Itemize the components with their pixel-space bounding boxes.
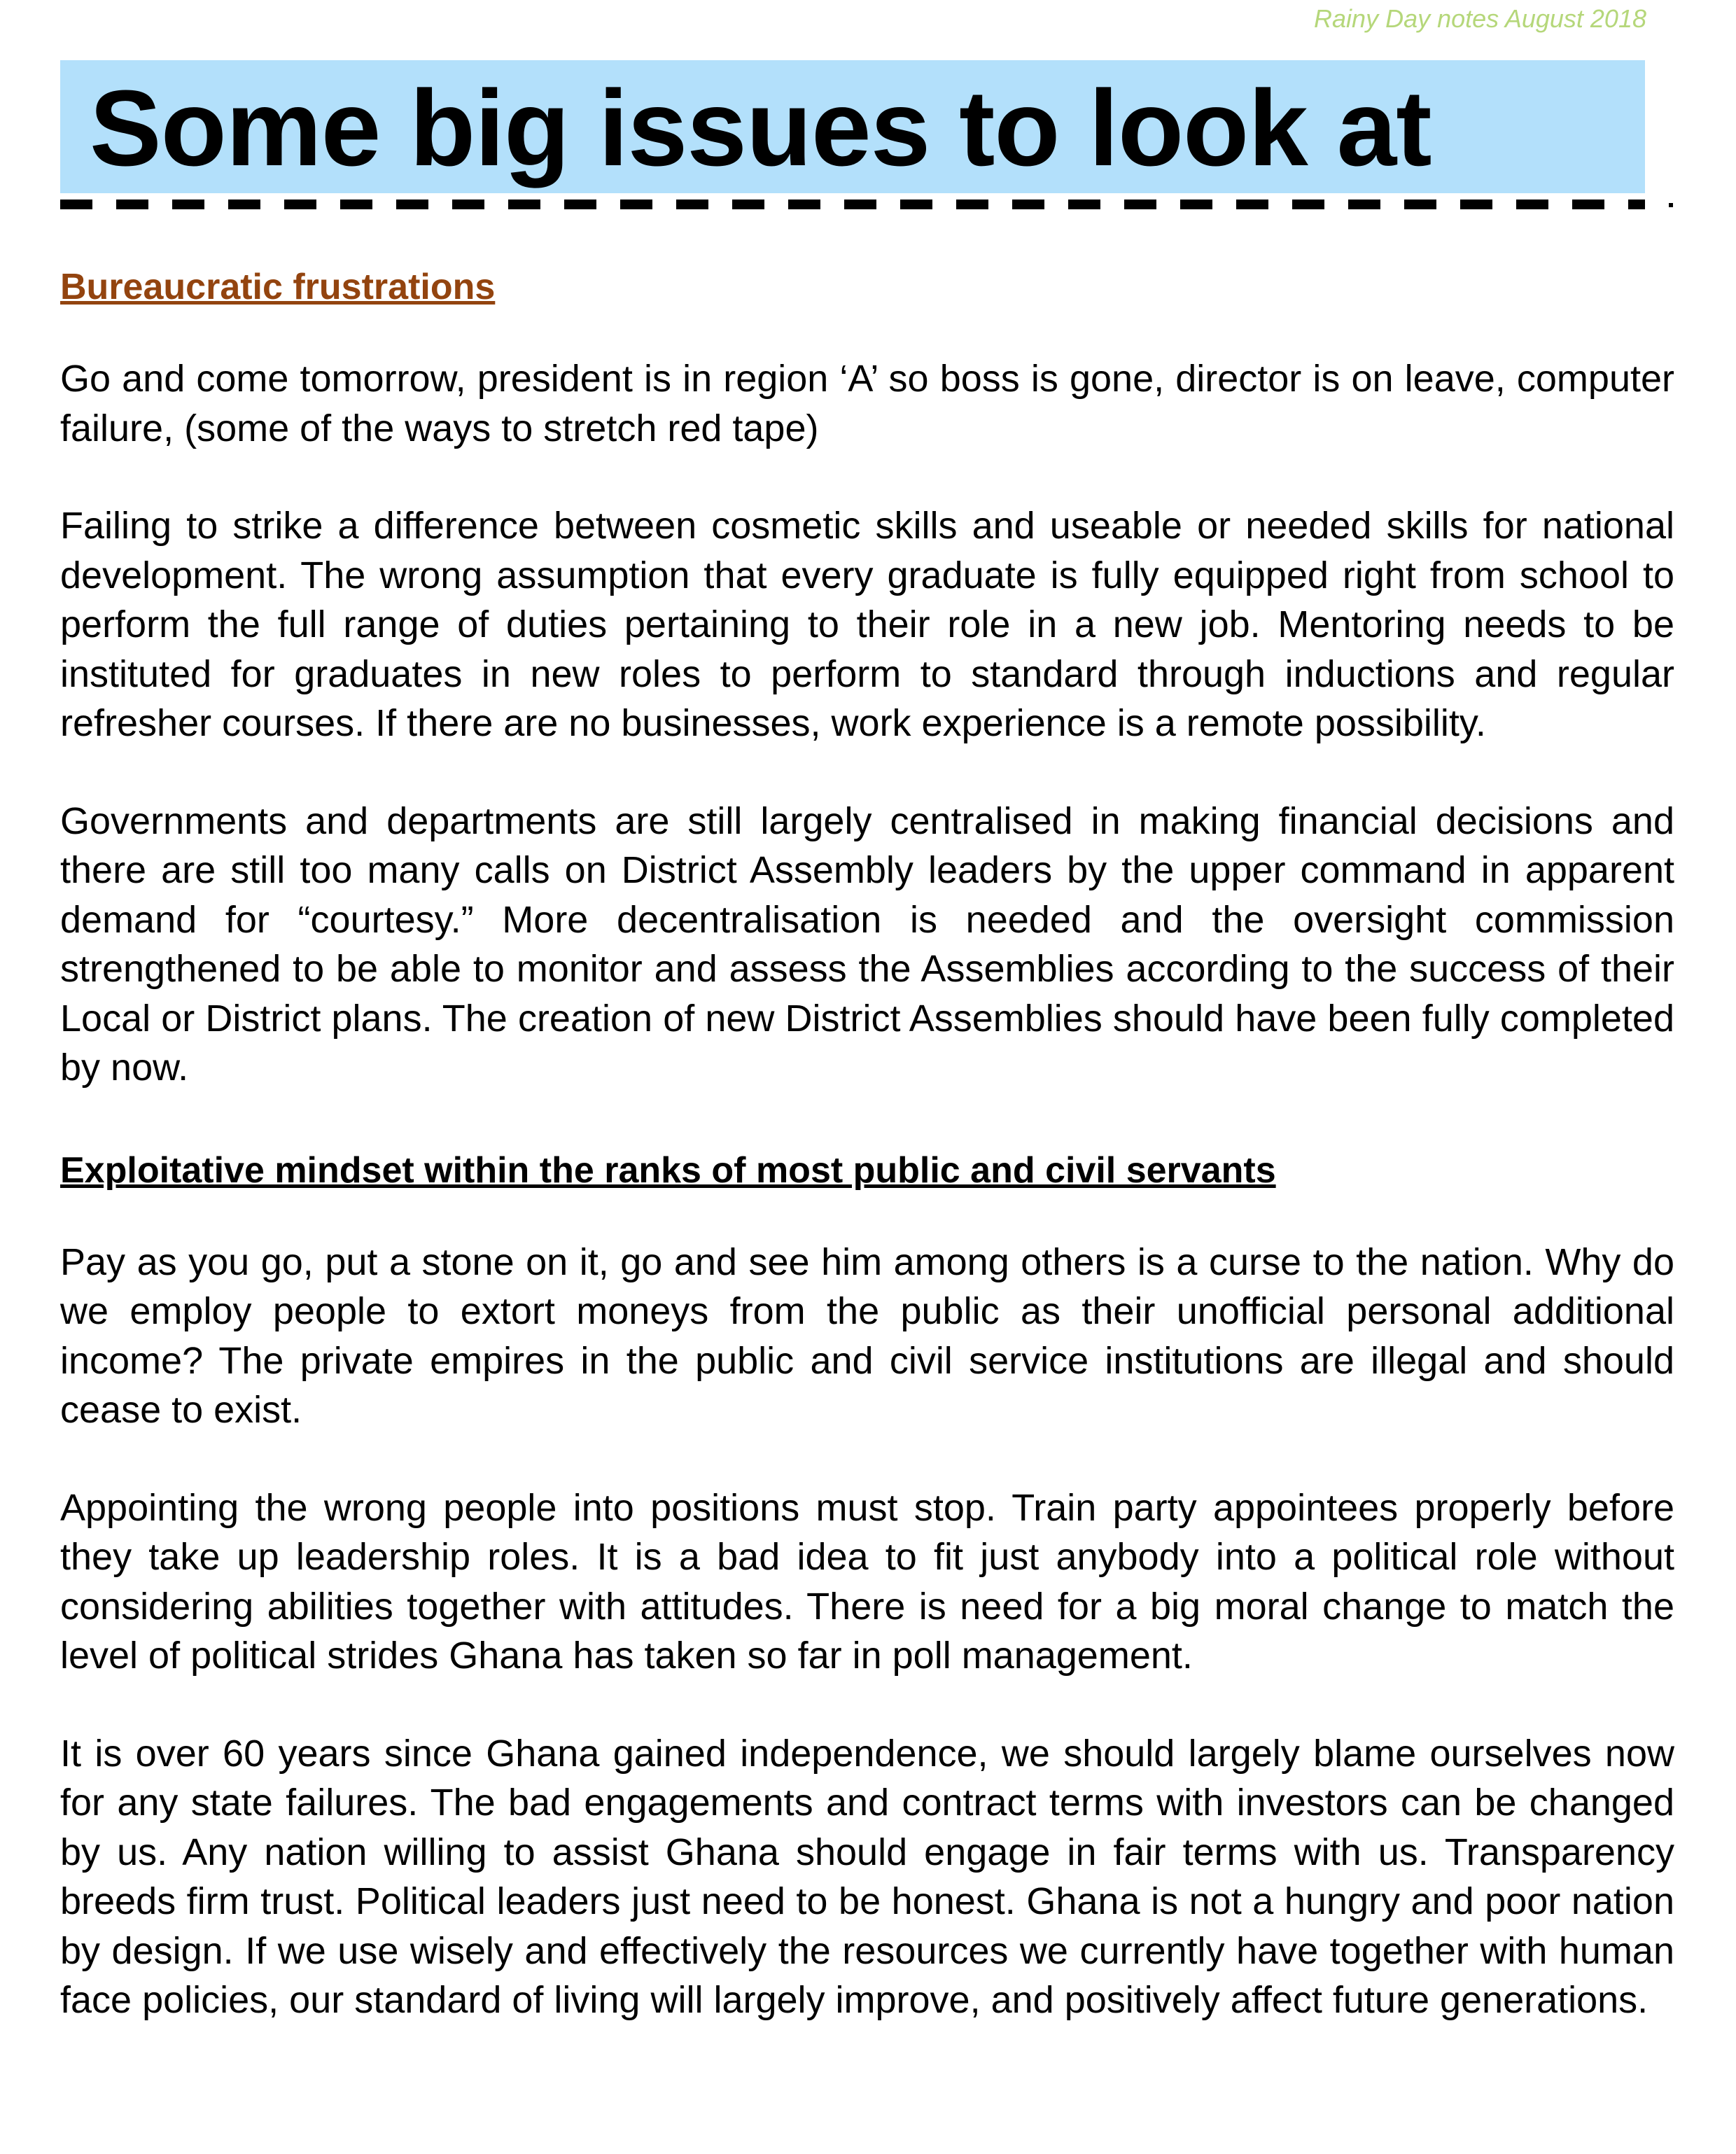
document-body [60, 258, 1674, 2025]
title-banner [60, 60, 1645, 193]
paragraph: It is over 60 years since Ghana gained independence, we should largely blame ourselves now for any state failures. The bad engagements and contract terms with investors can be changed by us. Any nation willing to assist Ghana should engage in fair terms with us. Transparency breeds firm trust. Political leaders just need to be honest. Ghana is not a hungry and poor nation by design. If we use wisely and effectively the resources we currently have together with human face policies, our standard of living will largely improve, and positively affect future generations. [60, 1732, 1674, 2021]
paragraph: Go and come tomorrow, president is in region ‘A’ so boss is gone, director is on leave, computer failure, (some of the ways to stretch red tape) [60, 358, 1674, 449]
page-title: Some big issues to look at [90, 68, 1432, 188]
dashed-divider [60, 200, 1645, 209]
paragraph: Appointing the wrong people into positions must stop. Train party appointees properly before they take up leadership roles. It is a bad idea to fit just anybody into a political role without considering abilities together with attitudes. There is need for a big moral change to match the level of political strides Ghana has taken so far in poll management. [60, 1486, 1674, 1677]
header-note: Rainy Day notes August 2018 [1314, 4, 1646, 33]
paragraph: Failing to strike a difference between cosmetic skills and useable or needed skills for national development. The wrong assumption that every graduate is fully equipped right from school to perform the full range of duties pertaining to their role in a new job. Mentoring needs to be instituted for graduates in new roles to perform to standard through inductions and regular refresher courses. If there are no businesses, work experience is a remote possibility. [60, 505, 1674, 744]
divider-end-dot [1669, 203, 1673, 207]
section-heading-exploitative-mindset: Exploitative mindset within the ranks of most public and civil servants [60, 1149, 1276, 1191]
paragraph: Governments and departments are still largely centralised in making financial decisions and there are still too many calls on District Assembly leaders by the upper command in apparent demand for “courtesy.” More decentralisation is needed and the oversight commission strengthened to be able to monitor and assess the Assemblies according to the success of their Local or District plans. The creation of new District Assemblies should have been fully completed by now. [60, 799, 1674, 1089]
paragraph: Pay as you go, put a stone on it, go and see him among others is a curse to the nation. Why do we employ people to extort moneys from the public as their unofficial personal additional income? The private empires in the public and civil service institutions are illegal and should cease to exist. [60, 1240, 1674, 1431]
section-heading-bureaucratic-frustrations: Bureaucratic frustrations [60, 267, 496, 307]
